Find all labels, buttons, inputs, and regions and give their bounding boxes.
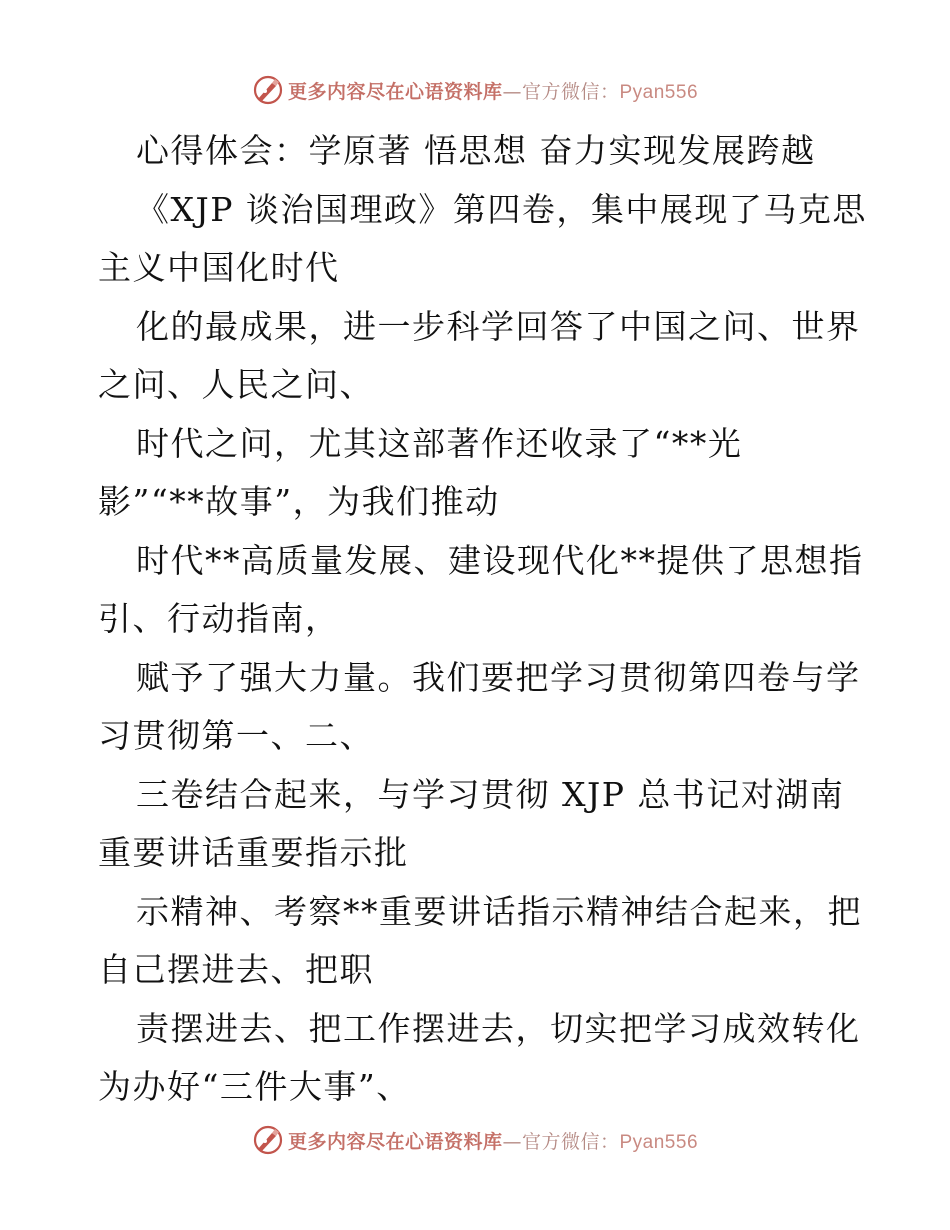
body-text-line: 习贯彻第一、二、 (98, 716, 374, 755)
body-text-line: 示精神、考察**重要讲话指示精神结合起来，把 (136, 891, 862, 931)
pen-logo-icon (252, 1124, 284, 1156)
body-text-line: 引、行动指南， (98, 599, 340, 638)
body-text-line: 化的最成果，进一步科学回答了中国之问、世界 (136, 306, 861, 346)
body-text-line: 时代之问，尤其这部著作还收录了“**光 (136, 423, 743, 463)
body-text-line: 《XJP 谈治国理政》第四卷，集中展现了马克思 (136, 189, 867, 229)
body-text-line: 三卷结合起来，与学习贯彻 XJP 总书记对湖南 (136, 774, 845, 814)
body-text-line: 时代**高质量发展、建设现代化**提供了思想指 (136, 540, 864, 580)
pen-logo-icon (252, 74, 284, 106)
banner-wechat-label: —官方微信： (502, 1130, 620, 1153)
banner-wechat-id: Pyan556 (619, 1131, 699, 1153)
banner-wechat-id: Pyan556 (619, 81, 699, 103)
header-banner (0, 72, 950, 108)
banner-wechat-label: —官方微信： (502, 80, 620, 103)
document-title-line: 心得体会：学原著 悟思想 奋力实现发展跨越 (136, 131, 816, 170)
body-text-line: 为办好“三件大事”、 (98, 1067, 411, 1106)
banner-text (288, 1127, 698, 1154)
body-text-line: 之问、人民之问、 (98, 365, 374, 404)
body-text-line: 重要讲话重要指示批 (98, 833, 409, 872)
body-text-line: 责摆进去、把工作摆进去，切实把学习成效转化 (136, 1008, 861, 1048)
banner-text (288, 77, 698, 104)
body-text-line: 主义中国化时代 (98, 248, 340, 287)
body-text-line: 影”“**故事”，为我们推动 (98, 482, 500, 521)
banner-title: 更多内容尽在心语资料库 (287, 80, 503, 103)
document-body (98, 122, 867, 1117)
banner-title: 更多内容尽在心语资料库 (287, 1130, 503, 1153)
footer-banner (0, 1122, 950, 1158)
body-text-line: 赋予了强大力量。我们要把学习贯彻第四卷与学 (136, 657, 861, 697)
body-text-line: 自己摆进去、把职 (98, 950, 374, 989)
